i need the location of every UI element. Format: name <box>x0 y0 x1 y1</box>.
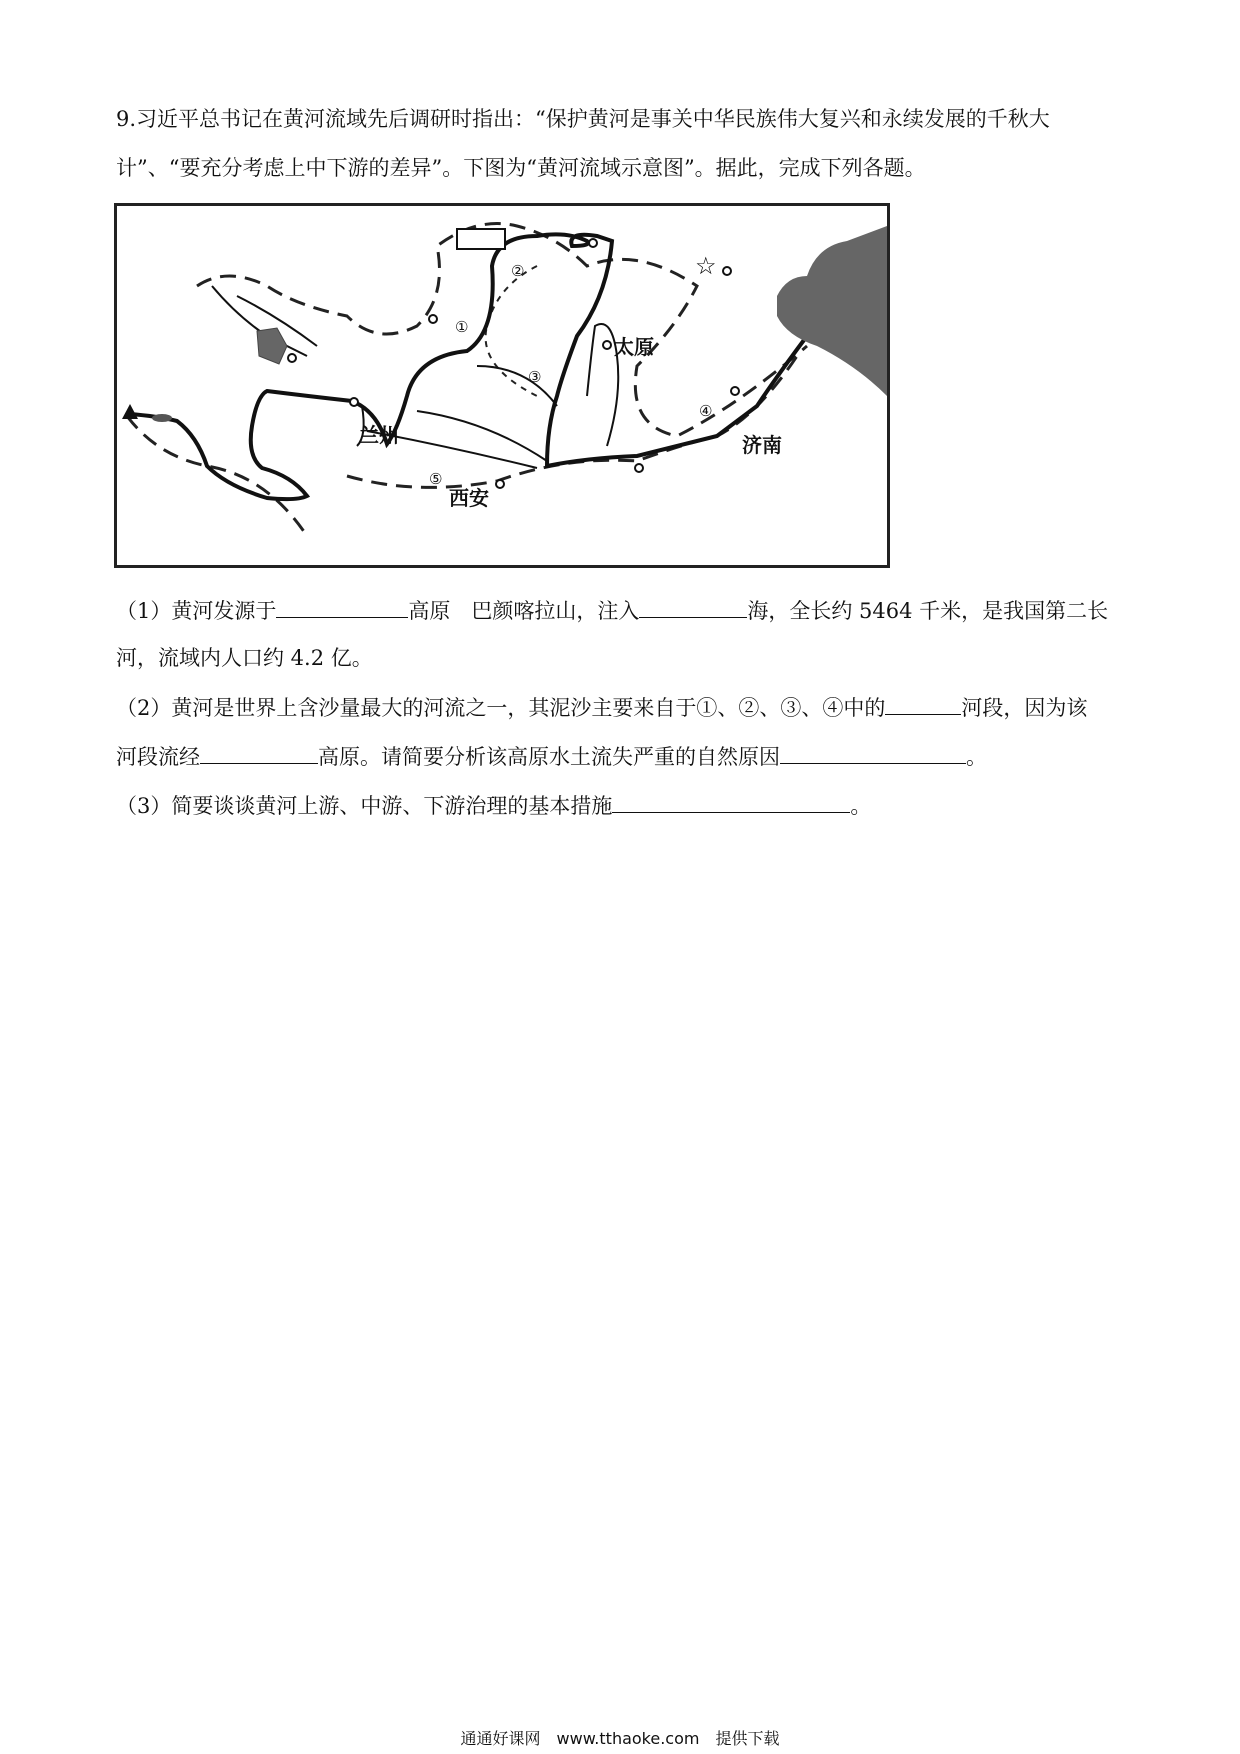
sub-question-3: （3）简要谈谈黄河上游、中游、下游治理的基本措施 。 <box>116 790 871 821</box>
answer-blank-2b[interactable] <box>200 741 318 764</box>
sub-question-2: （2）黄河是世界上含沙量最大的河流之一，其泥沙主要来自于①、②、③、④中的 河段，因为该 <box>116 692 1087 723</box>
label-xian: 西安 <box>449 486 489 510</box>
yellow-river-basin-map <box>114 203 890 568</box>
city-dot-baotou <box>589 239 597 247</box>
city-dot-yinchuan <box>429 315 437 323</box>
page-footer: 通通好课网 www.tthaoke.com 提供下载 <box>460 1729 780 1748</box>
answer-blank-1a[interactable] <box>276 595 408 618</box>
answer-blank-2a[interactable] <box>885 692 961 715</box>
question-intro-line-2: 计”、“要充分考虑上中下游的差异”。下图为“黄河流域示意图”。据此，完成下列各题。 <box>116 156 926 180</box>
sub-question-1: （1）黄河发源于 高原 巴颜喀拉山，注入 海，全长约 5464 千米，是我国第二长 <box>116 595 1108 626</box>
city-dot-lanzhou <box>350 398 358 406</box>
question-intro-line-1: 9.习近平总书记在黄河流域先后调研时指出：“保护黄河是事关中华民族伟大复兴和永续发展的千秋大 <box>116 107 1050 131</box>
city-dot-xian <box>496 480 504 488</box>
sea-area <box>777 226 887 396</box>
answer-blank-1b[interactable] <box>639 595 747 618</box>
city-dot-jinan <box>731 387 739 395</box>
source-mountain-icon <box>122 404 138 419</box>
label-jinan: 济南 <box>742 433 782 457</box>
marker-3: ③ <box>528 368 542 386</box>
answer-blank-2c[interactable] <box>780 741 966 764</box>
marker-2: ② <box>511 262 525 280</box>
source-lake <box>152 414 172 422</box>
answer-blank-3[interactable] <box>612 790 850 813</box>
lake-qinghai <box>257 328 287 364</box>
tributary-fen-1 <box>477 366 557 406</box>
sub-question-2-cont: 河段流经 高原。请简要分析该高原水土流失严重的自然原因 。 <box>116 741 987 772</box>
desert-hatch <box>457 229 505 249</box>
city-dot-xining <box>288 354 296 362</box>
marker-4: ④ <box>699 402 713 420</box>
label-lanzhou: 兰州 <box>359 423 399 447</box>
marker-1: ① <box>455 318 469 336</box>
marker-5: ⑤ <box>429 470 443 488</box>
city-dot-tianjin <box>723 267 731 275</box>
capital-star-icon: ☆ <box>695 252 717 280</box>
city-dot-taiyuan <box>603 341 611 349</box>
label-taiyuan: 太原 <box>614 335 654 359</box>
city-dot-zhengzhou <box>635 464 643 472</box>
sub-question-1-cont: 河，流域内人口约 4.2 亿。 <box>116 646 373 670</box>
tributary-wei <box>417 411 547 461</box>
